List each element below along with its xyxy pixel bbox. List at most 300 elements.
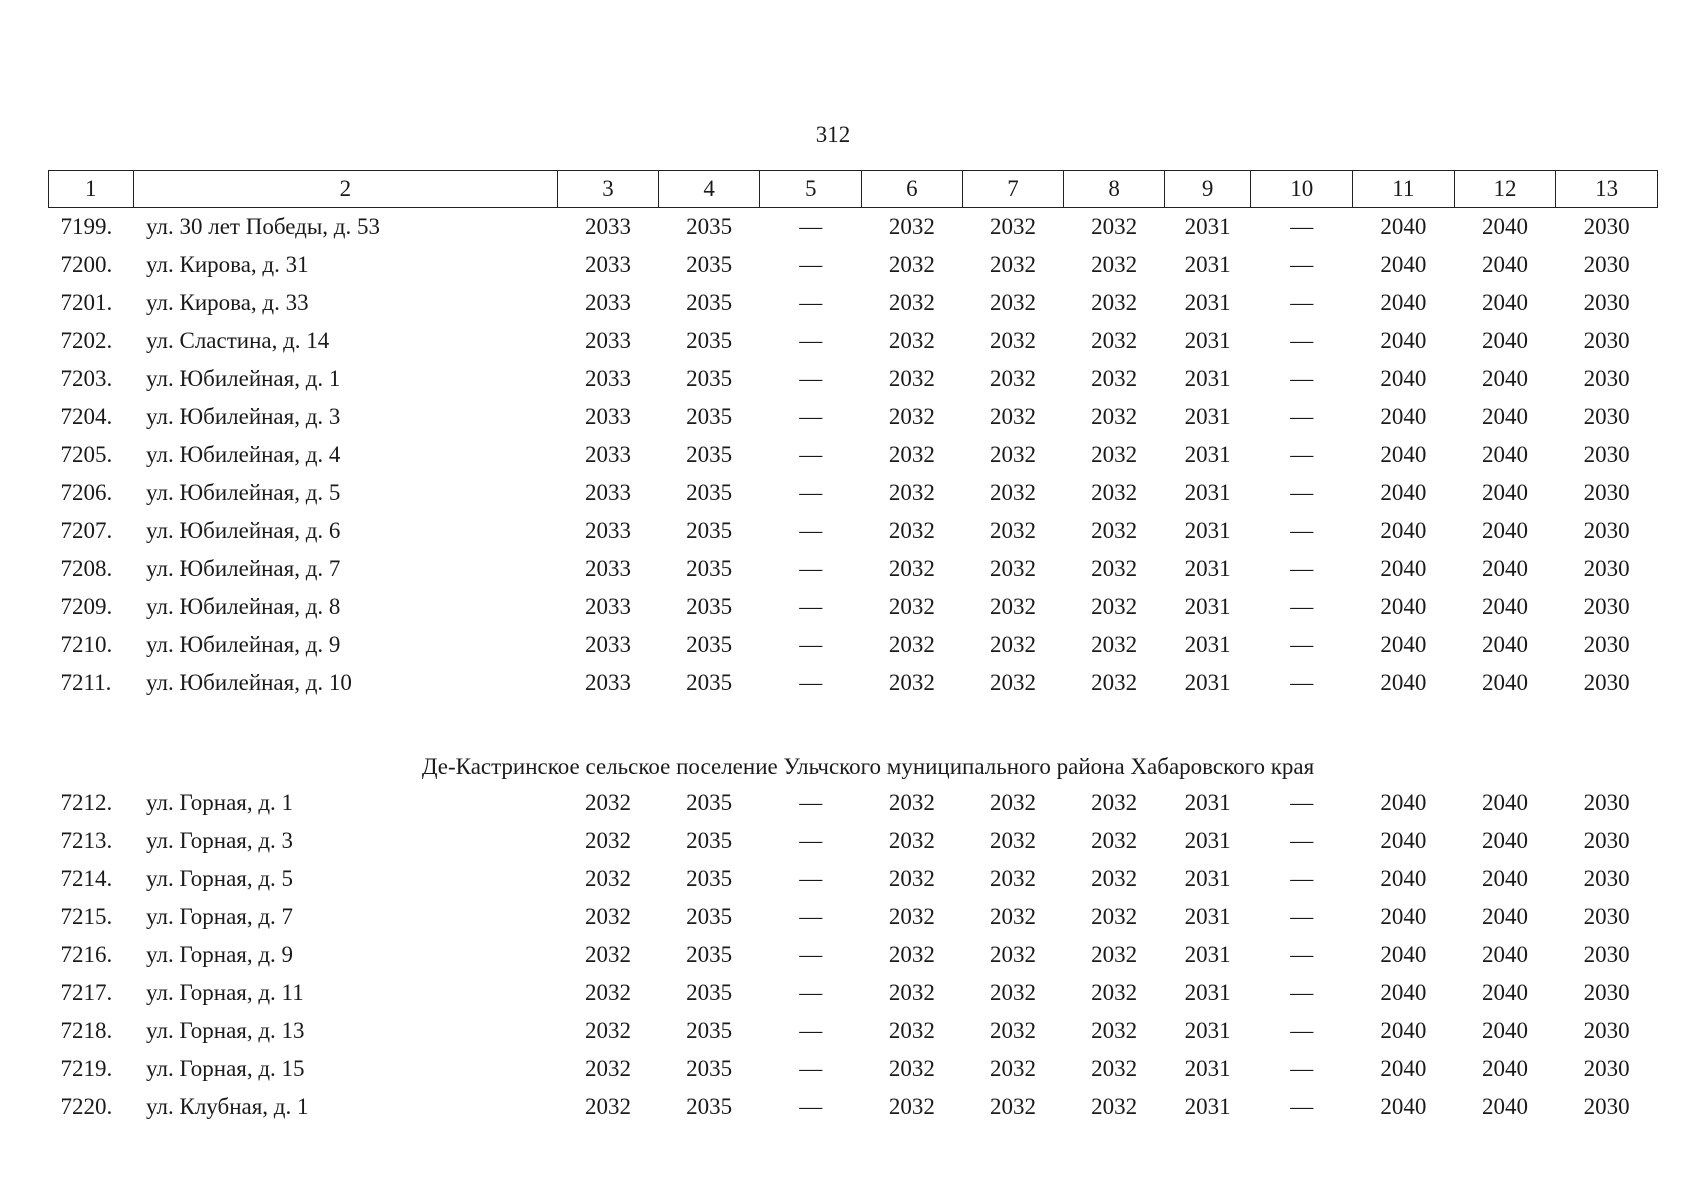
year-cell-col-11: 2040 <box>1380 366 1427 391</box>
year-cell-col-13: 2030 <box>1583 1056 1630 1081</box>
year-cell-col-5: — <box>799 1056 823 1081</box>
year-cell-col-9: 2031 <box>1184 904 1231 929</box>
address-cell: ул. 30 лет Победы, д. 53 <box>146 214 380 239</box>
year-cell-col-7: 2032 <box>989 866 1036 891</box>
year-cell-col-5: — <box>799 214 823 239</box>
address-cell: ул. Горная, д. 3 <box>146 828 294 853</box>
address-cell: ул. Юбилейная, д. 4 <box>146 442 341 467</box>
year-cell-col-9: 2031 <box>1184 252 1231 277</box>
year-cell-col-6: 2032 <box>888 366 935 391</box>
year-cell-col-8: 2032 <box>1091 828 1138 853</box>
year-cell-col-12: 2040 <box>1481 442 1528 467</box>
column-header-9: 9 <box>1164 171 1251 208</box>
year-cell-col-9: 2031 <box>1184 290 1231 315</box>
year-cell-col-3: 2033 <box>584 632 631 657</box>
column-header-1: 1 <box>49 171 134 208</box>
year-cell-col-12: 2040 <box>1481 866 1528 891</box>
year-cell-col-12: 2040 <box>1481 670 1528 695</box>
year-cell-col-12: 2040 <box>1481 1018 1528 1043</box>
year-cell-col-3: 2033 <box>584 594 631 619</box>
year-cell-col-7: 2032 <box>989 404 1036 429</box>
year-cell-col-7: 2032 <box>989 480 1036 505</box>
year-cell-col-13: 2030 <box>1583 404 1630 429</box>
row-number: 7205. <box>60 442 113 467</box>
year-cell-col-4: 2035 <box>686 214 733 239</box>
year-cell-col-13: 2030 <box>1583 670 1630 695</box>
year-cell-col-4: 2035 <box>686 442 733 467</box>
column-header-8: 8 <box>1064 171 1165 208</box>
year-cell-col-12: 2040 <box>1481 290 1528 315</box>
year-cell-col-4: 2035 <box>686 556 733 581</box>
table-row <box>49 1088 1658 1126</box>
year-cell-col-8: 2032 <box>1091 790 1138 815</box>
row-number: 7203. <box>60 366 113 391</box>
year-cell-col-9: 2031 <box>1184 866 1231 891</box>
column-header-13: 13 <box>1556 171 1658 208</box>
year-cell-col-9: 2031 <box>1184 1056 1231 1081</box>
table-row <box>49 284 1658 322</box>
year-cell-col-5: — <box>799 290 823 315</box>
column-header-4: 4 <box>658 171 760 208</box>
year-cell-col-12: 2040 <box>1481 1056 1528 1081</box>
year-cell-col-7: 2032 <box>989 790 1036 815</box>
year-cell-col-4: 2035 <box>686 670 733 695</box>
year-cell-col-8: 2032 <box>1091 480 1138 505</box>
year-cell-col-10: — <box>1290 480 1314 505</box>
year-cell-col-7: 2032 <box>989 518 1036 543</box>
year-cell-col-7: 2032 <box>989 980 1036 1005</box>
year-cell-col-8: 2032 <box>1091 442 1138 467</box>
year-cell-col-5: — <box>799 828 823 853</box>
year-cell-col-12: 2040 <box>1481 556 1528 581</box>
row-number: 7218. <box>60 1018 113 1043</box>
year-cell-col-6: 2032 <box>888 866 935 891</box>
year-cell-col-6: 2032 <box>888 1018 935 1043</box>
address-cell: ул. Горная, д. 7 <box>146 904 294 929</box>
row-number: 7202. <box>60 328 113 353</box>
row-number: 7200. <box>60 252 113 277</box>
year-cell-col-5: — <box>799 1094 823 1119</box>
year-cell-col-10: — <box>1290 904 1314 929</box>
year-cell-col-11: 2040 <box>1380 328 1427 353</box>
table-row <box>49 322 1658 360</box>
column-header-row <box>49 171 1658 208</box>
row-number: 7209. <box>60 594 113 619</box>
year-cell-col-13: 2030 <box>1583 214 1630 239</box>
year-cell-col-8: 2032 <box>1091 290 1138 315</box>
address-cell: ул. Кирова, д. 31 <box>146 252 309 277</box>
year-cell-col-6: 2032 <box>888 328 935 353</box>
row-number: 7211. <box>60 670 112 695</box>
year-cell-col-5: — <box>799 480 823 505</box>
year-cell-col-13: 2030 <box>1583 1018 1630 1043</box>
year-cell-col-13: 2030 <box>1583 942 1630 967</box>
year-cell-col-5: — <box>799 328 823 353</box>
year-cell-col-10: — <box>1290 366 1314 391</box>
year-cell-col-9: 2031 <box>1184 442 1231 467</box>
year-cell-col-4: 2035 <box>686 594 733 619</box>
row-number: 7220. <box>60 1094 113 1119</box>
year-cell-col-13: 2030 <box>1583 328 1630 353</box>
column-header-10: 10 <box>1251 171 1353 208</box>
year-cell-col-13: 2030 <box>1583 556 1630 581</box>
year-cell-col-5: — <box>799 790 823 815</box>
year-cell-col-3: 2033 <box>584 480 631 505</box>
year-cell-col-12: 2040 <box>1481 518 1528 543</box>
year-cell-col-4: 2035 <box>686 404 733 429</box>
year-cell-col-6: 2032 <box>888 980 935 1005</box>
address-cell: ул. Горная, д. 15 <box>146 1056 305 1081</box>
year-cell-col-7: 2032 <box>989 366 1036 391</box>
year-cell-col-6: 2032 <box>888 904 935 929</box>
year-cell-col-9: 2031 <box>1184 366 1231 391</box>
year-cell-col-13: 2030 <box>1583 594 1630 619</box>
year-cell-col-11: 2040 <box>1380 404 1427 429</box>
year-cell-col-12: 2040 <box>1481 828 1528 853</box>
year-cell-col-11: 2040 <box>1380 632 1427 657</box>
table-row <box>49 474 1658 512</box>
year-cell-col-3: 2033 <box>584 252 631 277</box>
year-cell-col-8: 2032 <box>1091 904 1138 929</box>
year-cell-col-9: 2031 <box>1184 1018 1231 1043</box>
table-row <box>49 1050 1658 1088</box>
year-cell-col-5: — <box>799 632 823 657</box>
year-cell-col-6: 2032 <box>888 632 935 657</box>
year-cell-col-6: 2032 <box>888 790 935 815</box>
year-cell-col-7: 2032 <box>989 594 1036 619</box>
year-cell-col-8: 2032 <box>1091 404 1138 429</box>
year-cell-col-4: 2035 <box>686 252 733 277</box>
year-cell-col-11: 2040 <box>1380 1018 1427 1043</box>
year-cell-col-11: 2040 <box>1380 790 1427 815</box>
column-header-2: 2 <box>133 171 558 208</box>
year-cell-col-12: 2040 <box>1481 1094 1528 1119</box>
year-cell-col-13: 2030 <box>1583 290 1630 315</box>
year-cell-col-3: 2032 <box>584 790 631 815</box>
year-cell-col-4: 2035 <box>686 1018 733 1043</box>
address-cell: ул. Юбилейная, д. 7 <box>146 556 341 581</box>
year-cell-col-10: — <box>1290 632 1314 657</box>
year-cell-col-11: 2040 <box>1380 670 1427 695</box>
table-row <box>49 360 1658 398</box>
year-cell-col-8: 2032 <box>1091 1018 1138 1043</box>
year-cell-col-9: 2031 <box>1184 942 1231 967</box>
table-row <box>49 512 1658 550</box>
year-cell-col-10: — <box>1290 980 1314 1005</box>
year-cell-col-8: 2032 <box>1091 252 1138 277</box>
year-cell-col-13: 2030 <box>1583 480 1630 505</box>
year-cell-col-12: 2040 <box>1481 942 1528 967</box>
year-cell-col-3: 2033 <box>584 366 631 391</box>
address-cell: ул. Сластина, д. 14 <box>146 328 330 353</box>
year-cell-col-5: — <box>799 252 823 277</box>
column-header-7: 7 <box>962 171 1064 208</box>
table-body <box>49 208 1658 1127</box>
year-cell-col-13: 2030 <box>1583 366 1630 391</box>
year-cell-col-10: — <box>1290 518 1314 543</box>
year-cell-col-5: — <box>799 366 823 391</box>
address-cell: ул. Кирова, д. 33 <box>146 290 309 315</box>
year-cell-col-9: 2031 <box>1184 828 1231 853</box>
row-number: 7219. <box>60 1056 113 1081</box>
year-cell-col-12: 2040 <box>1481 632 1528 657</box>
year-cell-col-3: 2032 <box>584 904 631 929</box>
year-cell-col-3: 2033 <box>584 670 631 695</box>
year-cell-col-10: — <box>1290 1094 1314 1119</box>
year-cell-col-13: 2030 <box>1583 866 1630 891</box>
year-cell-col-8: 2032 <box>1091 980 1138 1005</box>
year-cell-col-6: 2032 <box>888 828 935 853</box>
table-row <box>49 1012 1658 1050</box>
table-row <box>49 898 1658 936</box>
year-cell-col-11: 2040 <box>1380 866 1427 891</box>
year-cell-col-10: — <box>1290 328 1314 353</box>
year-cell-col-7: 2032 <box>989 1094 1036 1119</box>
year-cell-col-11: 2040 <box>1380 980 1427 1005</box>
year-cell-col-4: 2035 <box>686 328 733 353</box>
column-header-12: 12 <box>1454 171 1556 208</box>
year-cell-col-5: — <box>799 556 823 581</box>
year-cell-col-8: 2032 <box>1091 670 1138 695</box>
year-cell-col-7: 2032 <box>989 442 1036 467</box>
year-cell-col-4: 2035 <box>686 942 733 967</box>
year-cell-col-5: — <box>799 942 823 967</box>
year-cell-col-8: 2032 <box>1091 214 1138 239</box>
section-spacer <box>49 702 1658 750</box>
year-cell-col-9: 2031 <box>1184 632 1231 657</box>
year-cell-col-7: 2032 <box>989 214 1036 239</box>
section-heading-row <box>49 750 1658 784</box>
address-cell: ул. Горная, д. 13 <box>146 1018 305 1043</box>
year-cell-col-4: 2035 <box>686 904 733 929</box>
table-row <box>49 860 1658 898</box>
year-cell-col-7: 2032 <box>989 290 1036 315</box>
address-cell: ул. Горная, д. 11 <box>146 980 304 1005</box>
year-cell-col-10: — <box>1290 828 1314 853</box>
year-cell-col-9: 2031 <box>1184 556 1231 581</box>
year-cell-col-13: 2030 <box>1583 904 1630 929</box>
year-cell-col-7: 2032 <box>989 632 1036 657</box>
year-cell-col-13: 2030 <box>1583 828 1630 853</box>
year-cell-col-10: — <box>1290 1056 1314 1081</box>
year-cell-col-12: 2040 <box>1481 790 1528 815</box>
year-cell-col-12: 2040 <box>1481 480 1528 505</box>
year-cell-col-5: — <box>799 980 823 1005</box>
column-header-5: 5 <box>760 171 862 208</box>
year-cell-col-3: 2032 <box>584 942 631 967</box>
year-cell-col-12: 2040 <box>1481 594 1528 619</box>
year-cell-col-3: 2032 <box>584 980 631 1005</box>
year-cell-col-13: 2030 <box>1583 980 1630 1005</box>
year-cell-col-6: 2032 <box>888 290 935 315</box>
year-cell-col-7: 2032 <box>989 942 1036 967</box>
year-cell-col-3: 2033 <box>584 442 631 467</box>
year-cell-col-6: 2032 <box>888 556 935 581</box>
address-cell: ул. Горная, д. 9 <box>146 942 294 967</box>
year-cell-col-7: 2032 <box>989 556 1036 581</box>
year-cell-col-9: 2031 <box>1184 328 1231 353</box>
year-cell-col-9: 2031 <box>1184 214 1231 239</box>
year-cell-col-10: — <box>1290 1018 1314 1043</box>
year-cell-col-7: 2032 <box>989 828 1036 853</box>
year-cell-col-3: 2033 <box>584 518 631 543</box>
year-cell-col-10: — <box>1290 594 1314 619</box>
year-cell-col-10: — <box>1290 404 1314 429</box>
year-cell-col-5: — <box>799 518 823 543</box>
address-cell: ул. Горная, д. 1 <box>146 790 294 815</box>
year-cell-col-11: 2040 <box>1380 904 1427 929</box>
year-cell-col-12: 2040 <box>1481 366 1528 391</box>
year-cell-col-11: 2040 <box>1380 518 1427 543</box>
year-cell-col-9: 2031 <box>1184 1094 1231 1119</box>
year-cell-col-5: — <box>799 904 823 929</box>
year-cell-col-11: 2040 <box>1380 556 1427 581</box>
table-row <box>49 588 1658 626</box>
year-cell-col-8: 2032 <box>1091 556 1138 581</box>
section-heading: Де-Кастринское сельское поселение Ульчского муниципального района Хабаровского края <box>421 754 1315 779</box>
year-cell-col-3: 2032 <box>584 866 631 891</box>
year-cell-col-9: 2031 <box>1184 790 1231 815</box>
address-cell: ул. Юбилейная, д. 8 <box>146 594 341 619</box>
address-cell: ул. Юбилейная, д. 10 <box>146 670 352 695</box>
year-cell-col-6: 2032 <box>888 442 935 467</box>
year-cell-col-6: 2032 <box>888 404 935 429</box>
table-row <box>49 398 1658 436</box>
year-cell-col-4: 2035 <box>686 366 733 391</box>
year-cell-col-13: 2030 <box>1583 790 1630 815</box>
address-cell: ул. Горная, д. 5 <box>146 866 294 891</box>
row-number: 7201. <box>60 290 113 315</box>
year-cell-col-6: 2032 <box>888 942 935 967</box>
year-cell-col-4: 2035 <box>686 1056 733 1081</box>
year-cell-col-11: 2040 <box>1380 594 1427 619</box>
year-cell-col-4: 2035 <box>686 866 733 891</box>
row-number: 7216. <box>60 942 113 967</box>
table-row <box>49 436 1658 474</box>
year-cell-col-13: 2030 <box>1583 442 1630 467</box>
year-cell-col-9: 2031 <box>1184 670 1231 695</box>
year-cell-col-11: 2040 <box>1380 480 1427 505</box>
year-cell-col-13: 2030 <box>1583 252 1630 277</box>
year-cell-col-8: 2032 <box>1091 328 1138 353</box>
year-cell-col-11: 2040 <box>1380 828 1427 853</box>
row-number: 7214. <box>60 866 113 891</box>
year-cell-col-3: 2032 <box>584 1056 631 1081</box>
year-cell-col-6: 2032 <box>888 480 935 505</box>
row-number: 7213. <box>60 828 113 853</box>
address-cell: ул. Юбилейная, д. 9 <box>146 632 341 657</box>
year-cell-col-7: 2032 <box>989 252 1036 277</box>
address-cell: ул. Юбилейная, д. 3 <box>146 404 341 429</box>
year-cell-col-13: 2030 <box>1583 632 1630 657</box>
year-cell-col-6: 2032 <box>888 518 935 543</box>
year-cell-col-11: 2040 <box>1380 442 1427 467</box>
address-cell: ул. Юбилейная, д. 1 <box>146 366 341 391</box>
schedule-table <box>48 170 1658 1126</box>
year-cell-col-10: — <box>1290 252 1314 277</box>
year-cell-col-8: 2032 <box>1091 632 1138 657</box>
year-cell-col-9: 2031 <box>1184 480 1231 505</box>
table-row <box>49 626 1658 664</box>
year-cell-col-4: 2035 <box>686 632 733 657</box>
year-cell-col-12: 2040 <box>1481 904 1528 929</box>
table-row <box>49 550 1658 588</box>
row-number: 7212. <box>60 790 113 815</box>
year-cell-col-4: 2035 <box>686 980 733 1005</box>
year-cell-col-10: — <box>1290 670 1314 695</box>
year-cell-col-8: 2032 <box>1091 518 1138 543</box>
year-cell-col-5: — <box>799 442 823 467</box>
year-cell-col-4: 2035 <box>686 480 733 505</box>
year-cell-col-3: 2033 <box>584 404 631 429</box>
year-cell-col-11: 2040 <box>1380 942 1427 967</box>
table-row <box>49 208 1658 247</box>
year-cell-col-9: 2031 <box>1184 518 1231 543</box>
row-number: 7207. <box>60 518 113 543</box>
year-cell-col-6: 2032 <box>888 1056 935 1081</box>
row-number: 7208. <box>60 556 113 581</box>
year-cell-col-11: 2040 <box>1380 290 1427 315</box>
year-cell-col-8: 2032 <box>1091 366 1138 391</box>
year-cell-col-4: 2035 <box>686 518 733 543</box>
year-cell-col-7: 2032 <box>989 1056 1036 1081</box>
year-cell-col-4: 2035 <box>686 828 733 853</box>
year-cell-col-7: 2032 <box>989 1018 1036 1043</box>
year-cell-col-4: 2035 <box>686 290 733 315</box>
year-cell-col-7: 2032 <box>989 904 1036 929</box>
year-cell-col-10: — <box>1290 442 1314 467</box>
table-row <box>49 822 1658 860</box>
year-cell-col-3: 2032 <box>584 1018 631 1043</box>
year-cell-col-8: 2032 <box>1091 594 1138 619</box>
year-cell-col-13: 2030 <box>1583 518 1630 543</box>
year-cell-col-12: 2040 <box>1481 214 1528 239</box>
year-cell-col-8: 2032 <box>1091 942 1138 967</box>
year-cell-col-5: — <box>799 594 823 619</box>
year-cell-col-8: 2032 <box>1091 866 1138 891</box>
year-cell-col-8: 2032 <box>1091 1056 1138 1081</box>
row-number: 7217. <box>60 980 113 1005</box>
column-header-3: 3 <box>558 171 659 208</box>
year-cell-col-13: 2030 <box>1583 1094 1630 1119</box>
address-cell: ул. Юбилейная, д. 5 <box>146 480 341 505</box>
year-cell-col-10: — <box>1290 790 1314 815</box>
year-cell-col-12: 2040 <box>1481 980 1528 1005</box>
year-cell-col-5: — <box>799 866 823 891</box>
year-cell-col-8: 2032 <box>1091 1094 1138 1119</box>
year-cell-col-5: — <box>799 670 823 695</box>
row-number: 7215. <box>60 904 113 929</box>
year-cell-col-6: 2032 <box>888 670 935 695</box>
year-cell-col-11: 2040 <box>1380 1056 1427 1081</box>
address-cell: ул. Юбилейная, д. 6 <box>146 518 341 543</box>
year-cell-col-4: 2035 <box>686 790 733 815</box>
year-cell-col-12: 2040 <box>1481 404 1528 429</box>
row-number: 7204. <box>60 404 113 429</box>
year-cell-col-10: — <box>1290 556 1314 581</box>
row-number: 7210. <box>60 632 113 657</box>
year-cell-col-6: 2032 <box>888 594 935 619</box>
year-cell-col-3: 2032 <box>584 1094 631 1119</box>
year-cell-col-3: 2032 <box>584 828 631 853</box>
table-row <box>49 664 1658 702</box>
year-cell-col-9: 2031 <box>1184 980 1231 1005</box>
year-cell-col-9: 2031 <box>1184 404 1231 429</box>
year-cell-col-10: — <box>1290 214 1314 239</box>
year-cell-col-11: 2040 <box>1380 214 1427 239</box>
column-header-6: 6 <box>862 171 963 208</box>
row-number: 7206. <box>60 480 113 505</box>
